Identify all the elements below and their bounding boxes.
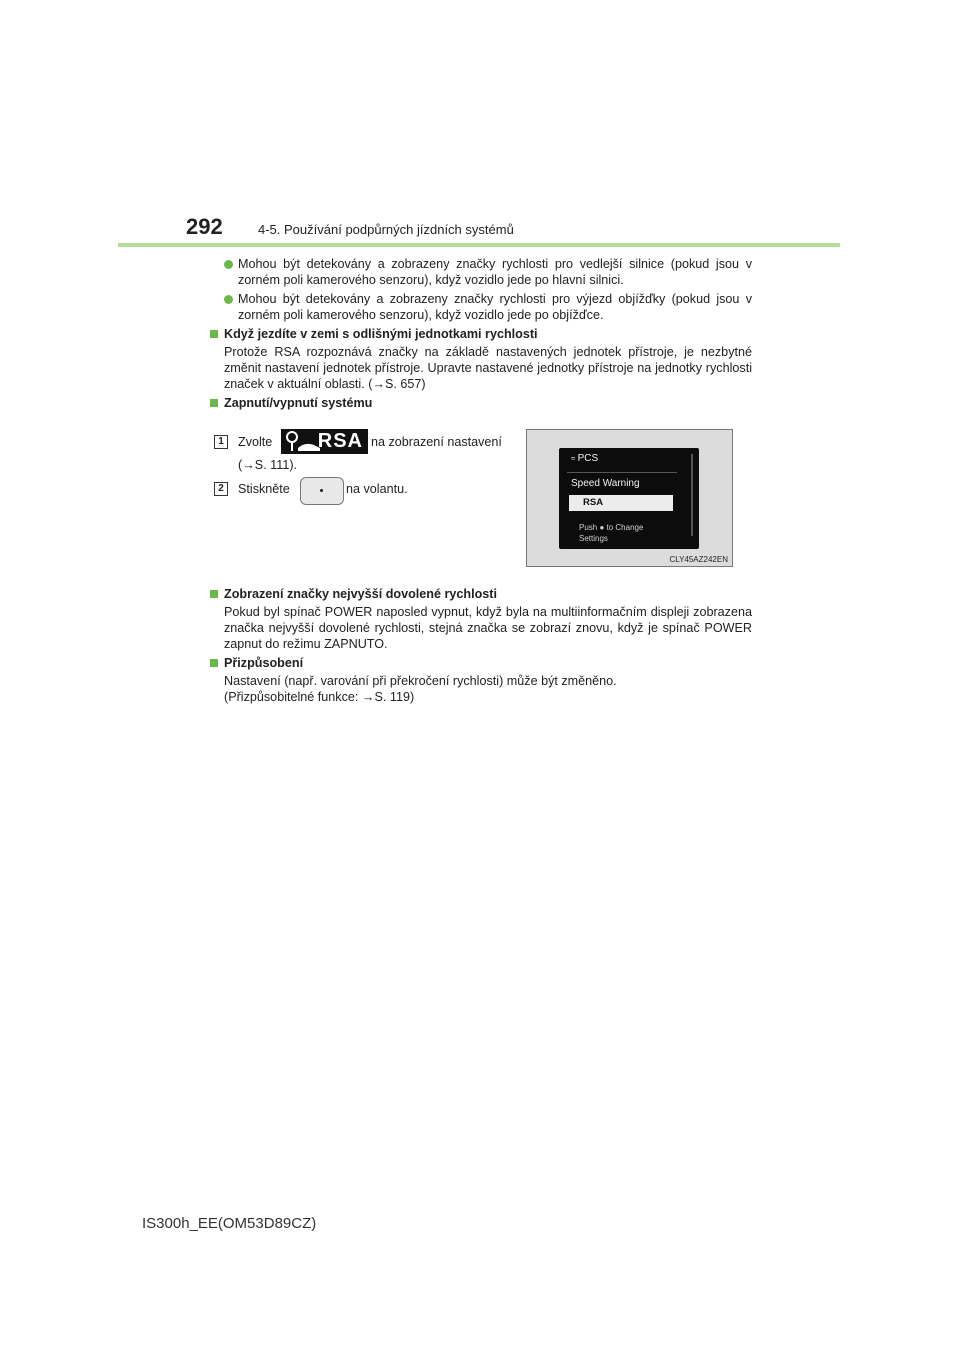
screen-scrollbar (691, 454, 693, 536)
content-top (224, 256, 752, 413)
bullet-text: Mohou být detekovány a zobrazeny značky rychlosti pro výjezd objížďky (pokud jsou v zorném poli kamerového senzoru), když vozidlo jede po objížďce. (238, 292, 752, 322)
step-number-1: 1 (214, 435, 228, 449)
heading-text: Když jezdíte v zemi s odlišnými jednotkami rychlosti (224, 327, 538, 341)
section-text-custom-2: (Přizpůsobitelné funkce: →S. 119) (224, 690, 415, 704)
step-1-reference: (→S. 111). (238, 458, 298, 472)
bullet-dot-icon (224, 260, 233, 269)
step-number-2: 2 (214, 482, 228, 496)
heading-text: Zapnutí/vypnutí systému (224, 396, 373, 410)
button-dot-icon (320, 489, 323, 492)
bullet-text: Mohou být detekovány a zobrazeny značky rychlosti pro vedlejší silnice (pokud jsou v zorném poli kamerového senzoru), když vozidlo jede po hlavní silnici. (238, 257, 752, 287)
bullet-dot-icon (224, 295, 233, 304)
section-heading-toggle (210, 395, 752, 411)
rsa-icon-label: RSA (317, 430, 363, 452)
step-1-text-before: Zvolte (238, 435, 273, 449)
section-text-display: Pokud byl spínač POWER naposled vypnut, když byla na multiinformačním displeji zobrazena značka nejvyšší dovolené rychlosti, stejná značka se zobrazí znovu, když je spínač POWER zapnut do režimu ZAPNUTO. (224, 605, 752, 651)
step-1-text-after: na zobrazení nastavení (371, 435, 502, 449)
section-heading-units (210, 326, 752, 342)
multi-info-display (559, 448, 699, 549)
square-bullet-icon (210, 590, 218, 598)
display-figure (526, 429, 733, 567)
square-bullet-icon (210, 399, 218, 407)
step-2-text-before: Stiskněte (238, 482, 290, 496)
screen-hint-line1: Push ● to Change (579, 523, 644, 532)
menu-item-pcs: ≈ PCS (571, 453, 599, 464)
footer-model-code: IS300h_EE(OM53D89CZ) (142, 1215, 317, 1232)
heading-text: Přizpůsobení (224, 656, 304, 670)
step-2-text-after: na volantu. (346, 482, 408, 496)
heading-text: Zobrazení značky nejvyšší dovolené rychlosti (224, 587, 497, 601)
bullet-item (224, 256, 752, 288)
square-bullet-icon (210, 330, 218, 338)
header-rule (118, 243, 840, 247)
page-number: 292 (186, 214, 223, 239)
bullet-item (224, 291, 752, 323)
section-text-custom-1: Nastavení (např. varování při překročení rychlosti) může být změněno. (224, 674, 617, 688)
section-text-units: Protože RSA rozpoznává značky na základě nastavených jednotek přístroje, je nezbytné změnit nastavení jednotek přístroje. Upravte nastavené jednotky přístroje na jednotky rychlosti značek v aktuální oblasti. (→S. 657) (224, 345, 752, 391)
menu-item-speed-warning: Speed Warning (571, 478, 640, 489)
steering-switch-icon (300, 477, 344, 505)
menu-item-rsa-selected: RSA (569, 495, 673, 511)
menu-divider (567, 472, 677, 473)
screen-hint-line2: Settings (579, 534, 608, 543)
pcs-icon: ≈ (571, 454, 578, 463)
figure-code: CLY45AZ242EN (669, 555, 728, 564)
section-heading-custom (210, 655, 752, 671)
chapter-title: 4-5. Používání podpůrných jízdních systémů (258, 222, 514, 237)
rsa-settings-icon (281, 429, 368, 454)
content-bottom (224, 583, 752, 705)
section-heading-display (210, 586, 752, 602)
square-bullet-icon (210, 659, 218, 667)
